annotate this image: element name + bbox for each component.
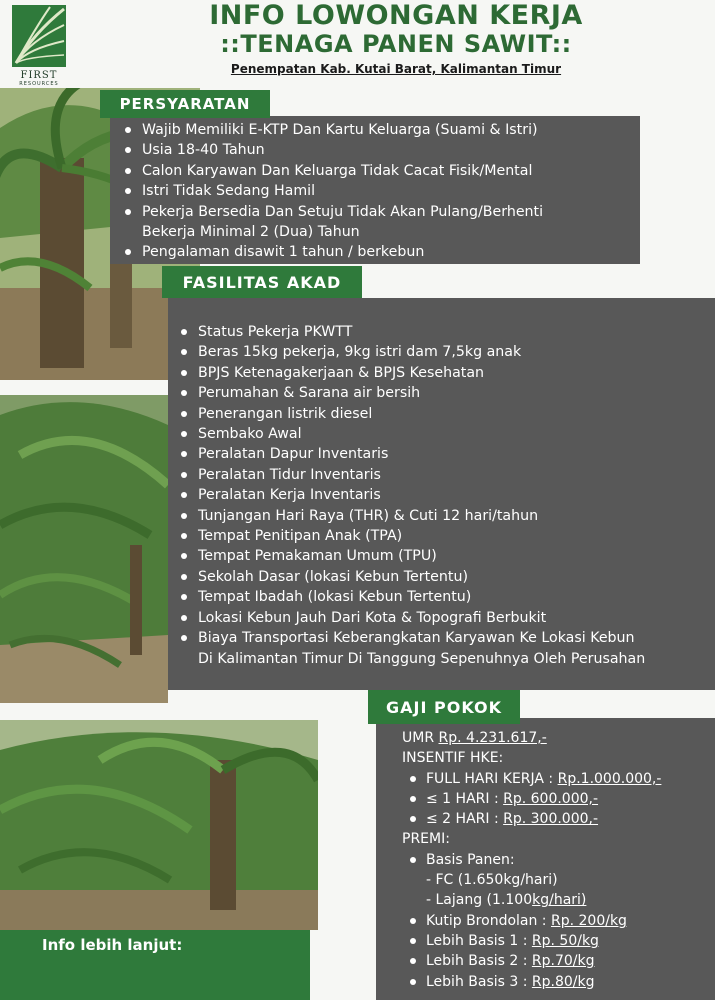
basis-lajang: - Lajang (1.100kg/hari): [426, 892, 587, 909]
list-item: Pekerja Bersedia Dan Setuju Tidak Akan Pulang/Berhenti Bekerja Minimal 2 (Dua) Tahun: [120, 202, 543, 243]
list-item: Tempat Pemakaman Umum (TPU): [176, 546, 645, 566]
insentif-list: [402, 769, 661, 830]
page-title-line-1: INFO LOWONGAN KERJA: [209, 0, 583, 31]
list-item: ≤ 1 HARI : Rp. 600.000,-: [402, 789, 661, 809]
list-item: Tempat Penitipan Anak (TPA): [176, 526, 645, 546]
list-item: Calon Karyawan Dan Keluarga Tidak Cacat Fisik/Mental: [120, 161, 543, 181]
list-item: Biaya Transportasi Keberangkatan Karyawan Ke Lokasi Kebun Di Kalimantan Timur Di Tanggung Sepenuhnya Oleh Perusahan: [176, 628, 645, 669]
logo-wordmark: FIRST: [20, 70, 58, 81]
premi-rates-list: [402, 911, 661, 992]
umr-value: Rp. 4.231.617,-: [438, 730, 547, 746]
list-item: Lebih Basis 3 : Rp.80/kg: [402, 972, 661, 992]
list-item: Tempat Ibadah (lokasi Kebun Tertentu): [176, 587, 645, 607]
palm-plantation-photo-middle: [0, 395, 168, 703]
requirements-list: [120, 120, 543, 263]
list-item: Peralatan Tidur Inventaris: [176, 465, 645, 485]
palm-plantation-photo-bottom: [0, 720, 318, 930]
facilities-list: [176, 322, 645, 669]
list-item: FULL HARI KERJA : Rp.1.000.000,-: [402, 769, 661, 789]
list-item: Peralatan Dapur Inventaris: [176, 444, 645, 464]
premi-list: [402, 850, 661, 870]
list-item: Tunjangan Hari Raya (THR) & Cuti 12 hari/tahun: [176, 506, 645, 526]
list-item: Kutip Brondolan : Rp. 200/kg: [402, 911, 661, 931]
umr-row: UMR Rp. 4.231.617,-: [402, 730, 547, 746]
facilities-panel: [168, 298, 715, 690]
list-item: Lebih Basis 1 : Rp. 50/kg: [402, 931, 661, 951]
basis-fc: - FC (1.650kg/hari): [426, 872, 558, 889]
requirements-heading: PERSYARATAN: [100, 90, 270, 118]
list-item: Sekolah Dasar (lokasi Kebun Tertentu): [176, 567, 645, 587]
list-item: Lokasi Kebun Jauh Dari Kota & Topografi Berbukit: [176, 608, 645, 628]
list-item: Status Pekerja PKWTT: [176, 322, 645, 342]
salary-heading: GAJI POKOK: [368, 690, 520, 724]
salary-panel: [376, 718, 715, 1000]
list-item: Lebih Basis 2 : Rp.70/kg: [402, 951, 661, 971]
premi-heading: PREMI:: [402, 831, 450, 848]
list-item-continuation: Bekerja Minimal 2 (Dua) Tahun: [142, 224, 360, 241]
list-item: Perumahan & Sarana air bersih: [176, 383, 645, 403]
list-item: Peralatan Kerja Inventaris: [176, 485, 645, 505]
list-item: Istri Tidak Sedang Hamil: [120, 181, 543, 201]
footer-info-text: Info lebih lanjut:: [42, 936, 183, 954]
list-item: Pengalaman disawit 1 tahun / berkebun: [120, 242, 543, 262]
facilities-heading: FASILITAS AKAD: [162, 266, 362, 298]
page-title-line-2: ::TENAGA PANEN SAWIT::: [220, 30, 572, 58]
list-item: Penerangan listrik diesel: [176, 404, 645, 424]
footer-info-box: [0, 930, 310, 1000]
list-item: Beras 15kg pekerja, 9kg istri dam 7,5kg anak: [176, 342, 645, 362]
list-item: Wajib Memiliki E-KTP Dan Kartu Keluarga (Suami & Istri): [120, 120, 543, 140]
list-item: BPJS Ketenagakerjaan & BPJS Kesehatan: [176, 363, 645, 383]
salary-details: [402, 728, 661, 992]
list-item: Usia 18-40 Tahun: [120, 140, 543, 160]
requirements-panel: [110, 116, 640, 264]
list-item: ≤ 2 HARI : Rp. 300.000,-: [402, 809, 661, 829]
company-logo: [10, 3, 68, 91]
logo-subtext: RESOURCES: [19, 81, 59, 87]
list-item-continuation: Di Kalimantan Timur Di Tanggung Sepenuhnya Oleh Perusahan: [198, 650, 646, 667]
placement-subtitle: Penempatan Kab. Kutai Barat, Kalimantan Timur: [230, 62, 562, 76]
list-item: Basis Panen:: [402, 850, 661, 870]
insentif-heading: INSENTIF HKE:: [402, 750, 504, 767]
palm-leaf-logo-icon: [10, 3, 68, 69]
list-item: Sembako Awal: [176, 424, 645, 444]
